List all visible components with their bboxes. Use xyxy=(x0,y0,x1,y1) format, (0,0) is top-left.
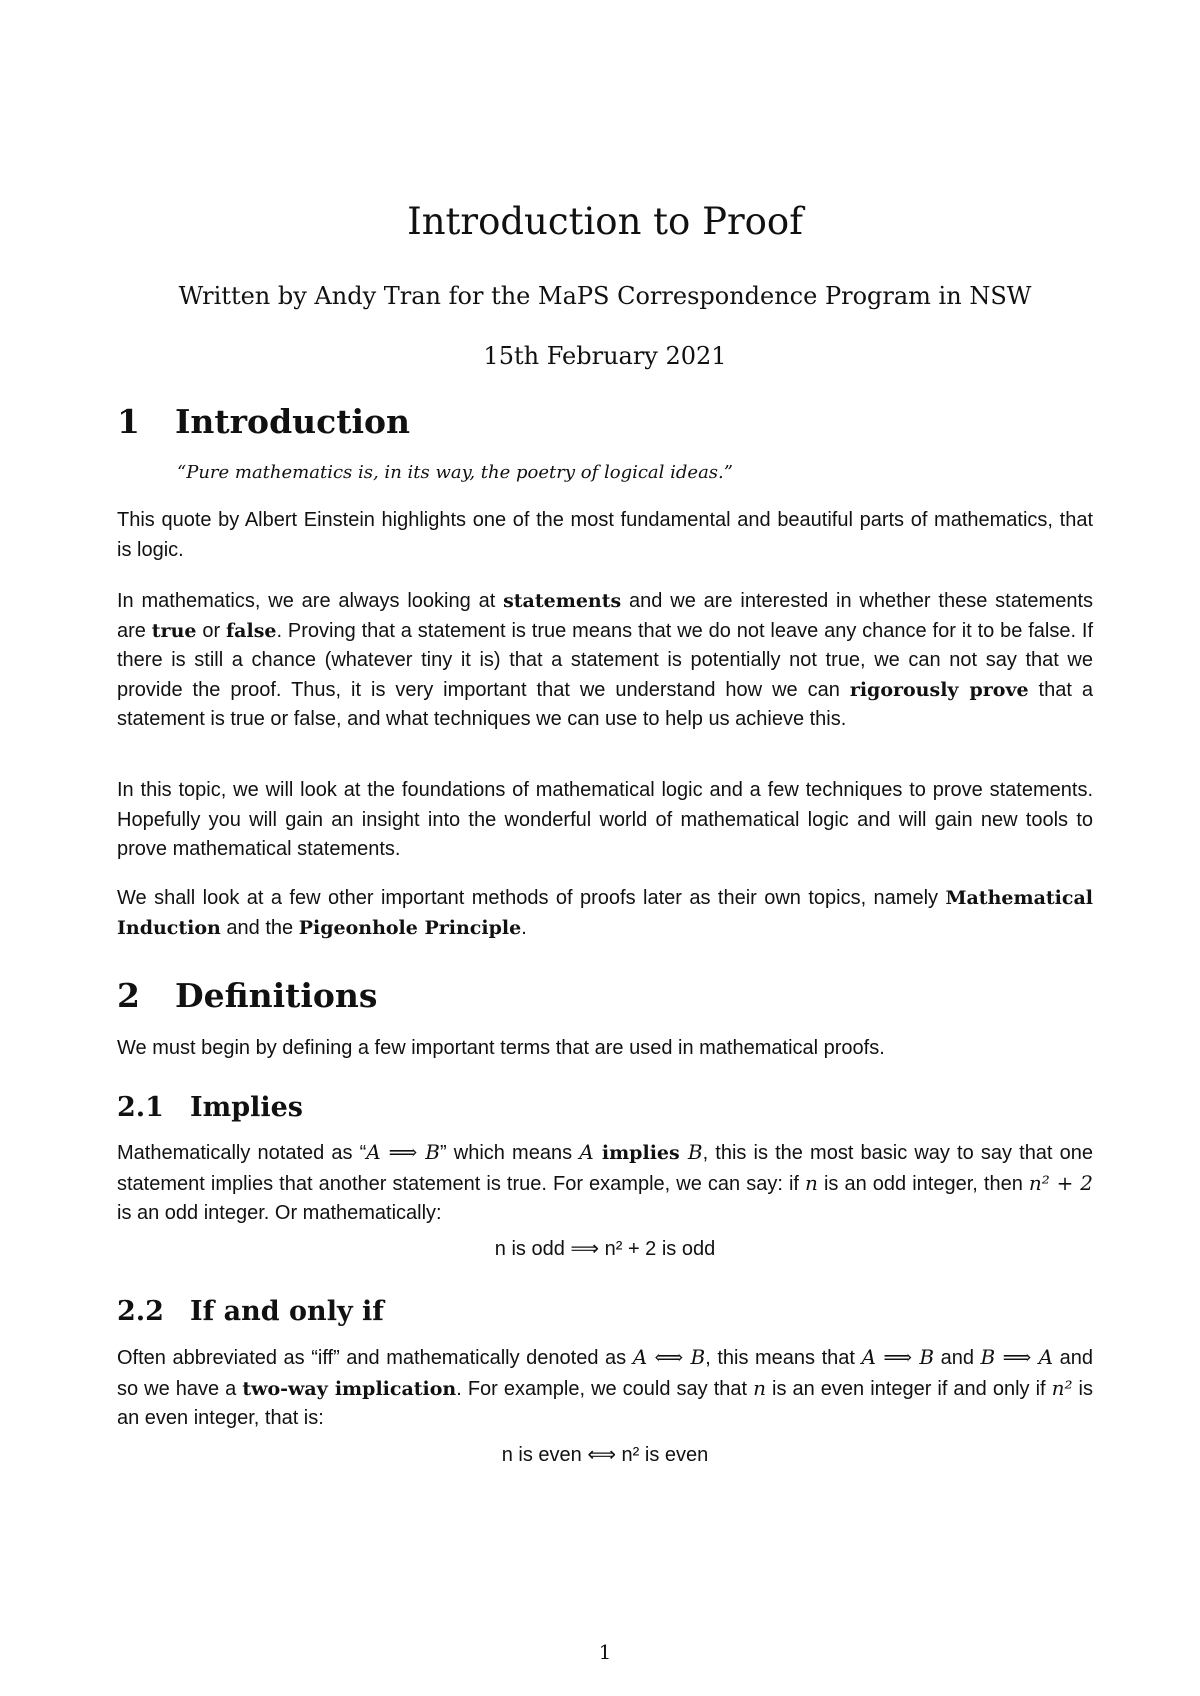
math-variable: A xyxy=(579,1140,594,1164)
subsection-number: 2.1 xyxy=(117,1092,164,1123)
text-run: . xyxy=(521,916,527,939)
math-expression: B ⟹ A xyxy=(980,1345,1054,1369)
bold-term-statements: statements xyxy=(503,590,622,612)
text-run: . Proving that a statement is true means that we do not leave any chance for it to be false. If there is still a chance (whatever tiny it is) that a statement is potentially not true, we can not say that we provide the proof. Thus, it is very important that we understand how we can xyxy=(117,619,1094,701)
bold-term-implies: implies xyxy=(593,1142,688,1164)
bold-term-false: false xyxy=(226,619,277,642)
bold-term-two-way-implication: two-way implication xyxy=(242,1377,457,1400)
section-heading-introduction xyxy=(117,402,410,441)
subsection-title: If and only if xyxy=(190,1296,384,1327)
document-page xyxy=(117,0,1093,1696)
section-number: 1 xyxy=(117,402,140,441)
subsection-heading-implies xyxy=(117,1092,303,1123)
text-run: is an even integer if and only if xyxy=(765,1377,1052,1400)
paragraph-intro-2 xyxy=(117,587,1093,735)
text-run: and xyxy=(934,1347,981,1369)
text-run: and so we have a xyxy=(117,1347,1094,1400)
section-number: 2 xyxy=(117,976,140,1015)
document-title: Introduction to Proof xyxy=(407,200,803,243)
math-variable: n xyxy=(805,1170,818,1195)
text-run: and the xyxy=(220,916,299,939)
math-expression: n² xyxy=(1051,1375,1073,1400)
text-run: is an odd integer. Or mathematically: xyxy=(117,1202,442,1224)
text-run: , this is the most basic way to say that one statement implies that another statement is true. For example, we can say: if xyxy=(117,1142,1093,1195)
math-expression: A ⟹ B xyxy=(366,1140,440,1164)
math-expression: A ⟺ B xyxy=(632,1345,706,1369)
display-equation-even: n is even ⟺ n² is even xyxy=(501,1444,709,1466)
display-equation-odd: n is odd ⟹ n² + 2 is odd xyxy=(494,1238,716,1260)
document-date: 15th February 2021 xyxy=(483,342,727,370)
text-run: Often abbreviated as “iff” and mathematically denoted as xyxy=(117,1347,633,1369)
text-run: is an odd integer, then xyxy=(817,1172,1029,1195)
document-subtitle: Written by Andy Tran for the MaPS Correspondence Program in NSW xyxy=(178,282,1032,310)
bold-term-mathematical-induction: Mathematical Induction xyxy=(117,887,1093,939)
text-run: or xyxy=(196,619,226,642)
subsection-number: 2.2 xyxy=(117,1296,164,1327)
math-variable: B xyxy=(687,1140,703,1164)
text-run: In mathematics, we are always looking at xyxy=(117,590,504,612)
paragraph-intro-1: This quote by Albert Einstein highlights one of the most fundamental and beautiful parts of mathematics, that is logic. xyxy=(117,509,1093,561)
text-run: We shall look at a few other important methods of proofs later as their own topics, namely xyxy=(117,887,946,909)
page-number: 1 xyxy=(598,1640,612,1664)
paragraph-intro-4 xyxy=(117,884,1093,943)
subsection-heading-iff xyxy=(117,1296,384,1327)
paragraph-definitions-intro: We must begin by defining a few important terms that are used in mathematical proofs. xyxy=(117,1037,885,1059)
text-run: is an even integer, that is: xyxy=(117,1377,1093,1429)
text-run: ” which means xyxy=(439,1142,580,1164)
section-heading-definitions xyxy=(117,976,378,1015)
text-run: that a statement is true or false, and what techniques we can use to help us achieve this. xyxy=(117,678,1093,730)
paragraph-intro-3: In this topic, we will look at the foundations of mathematical logic and a few techniques to prove statements. Hopefully you will gain an insight into the wonderful world of mathematical logic and will gain new tools to prove mathematical statements. xyxy=(117,779,1093,860)
section-title: Definitions xyxy=(175,976,378,1015)
text-run: Mathematically notated as “ xyxy=(117,1142,367,1164)
math-expression: A ⟹ B xyxy=(861,1345,935,1369)
section-title: Introduction xyxy=(175,402,411,441)
bold-term-rigorously-prove: rigorously prove xyxy=(849,678,1029,701)
paragraph-implies xyxy=(117,1138,1093,1229)
bold-term-true: true xyxy=(151,619,197,642)
paragraph-iff xyxy=(117,1343,1093,1434)
subsection-title: Implies xyxy=(190,1092,303,1123)
text-run: , this means that xyxy=(705,1347,862,1369)
text-run: . For example, we could say that xyxy=(456,1377,754,1400)
math-variable: n xyxy=(753,1375,766,1400)
einstein-quote: “Pure mathematics is, in its way, the poetry of logical ideas.” xyxy=(177,462,733,483)
bold-term-pigeonhole-principle: Pigeonhole Principle xyxy=(298,916,522,939)
text-run: and we are interested in whether these statements are xyxy=(117,590,1093,642)
math-expression: n² + 2 xyxy=(1028,1170,1093,1195)
